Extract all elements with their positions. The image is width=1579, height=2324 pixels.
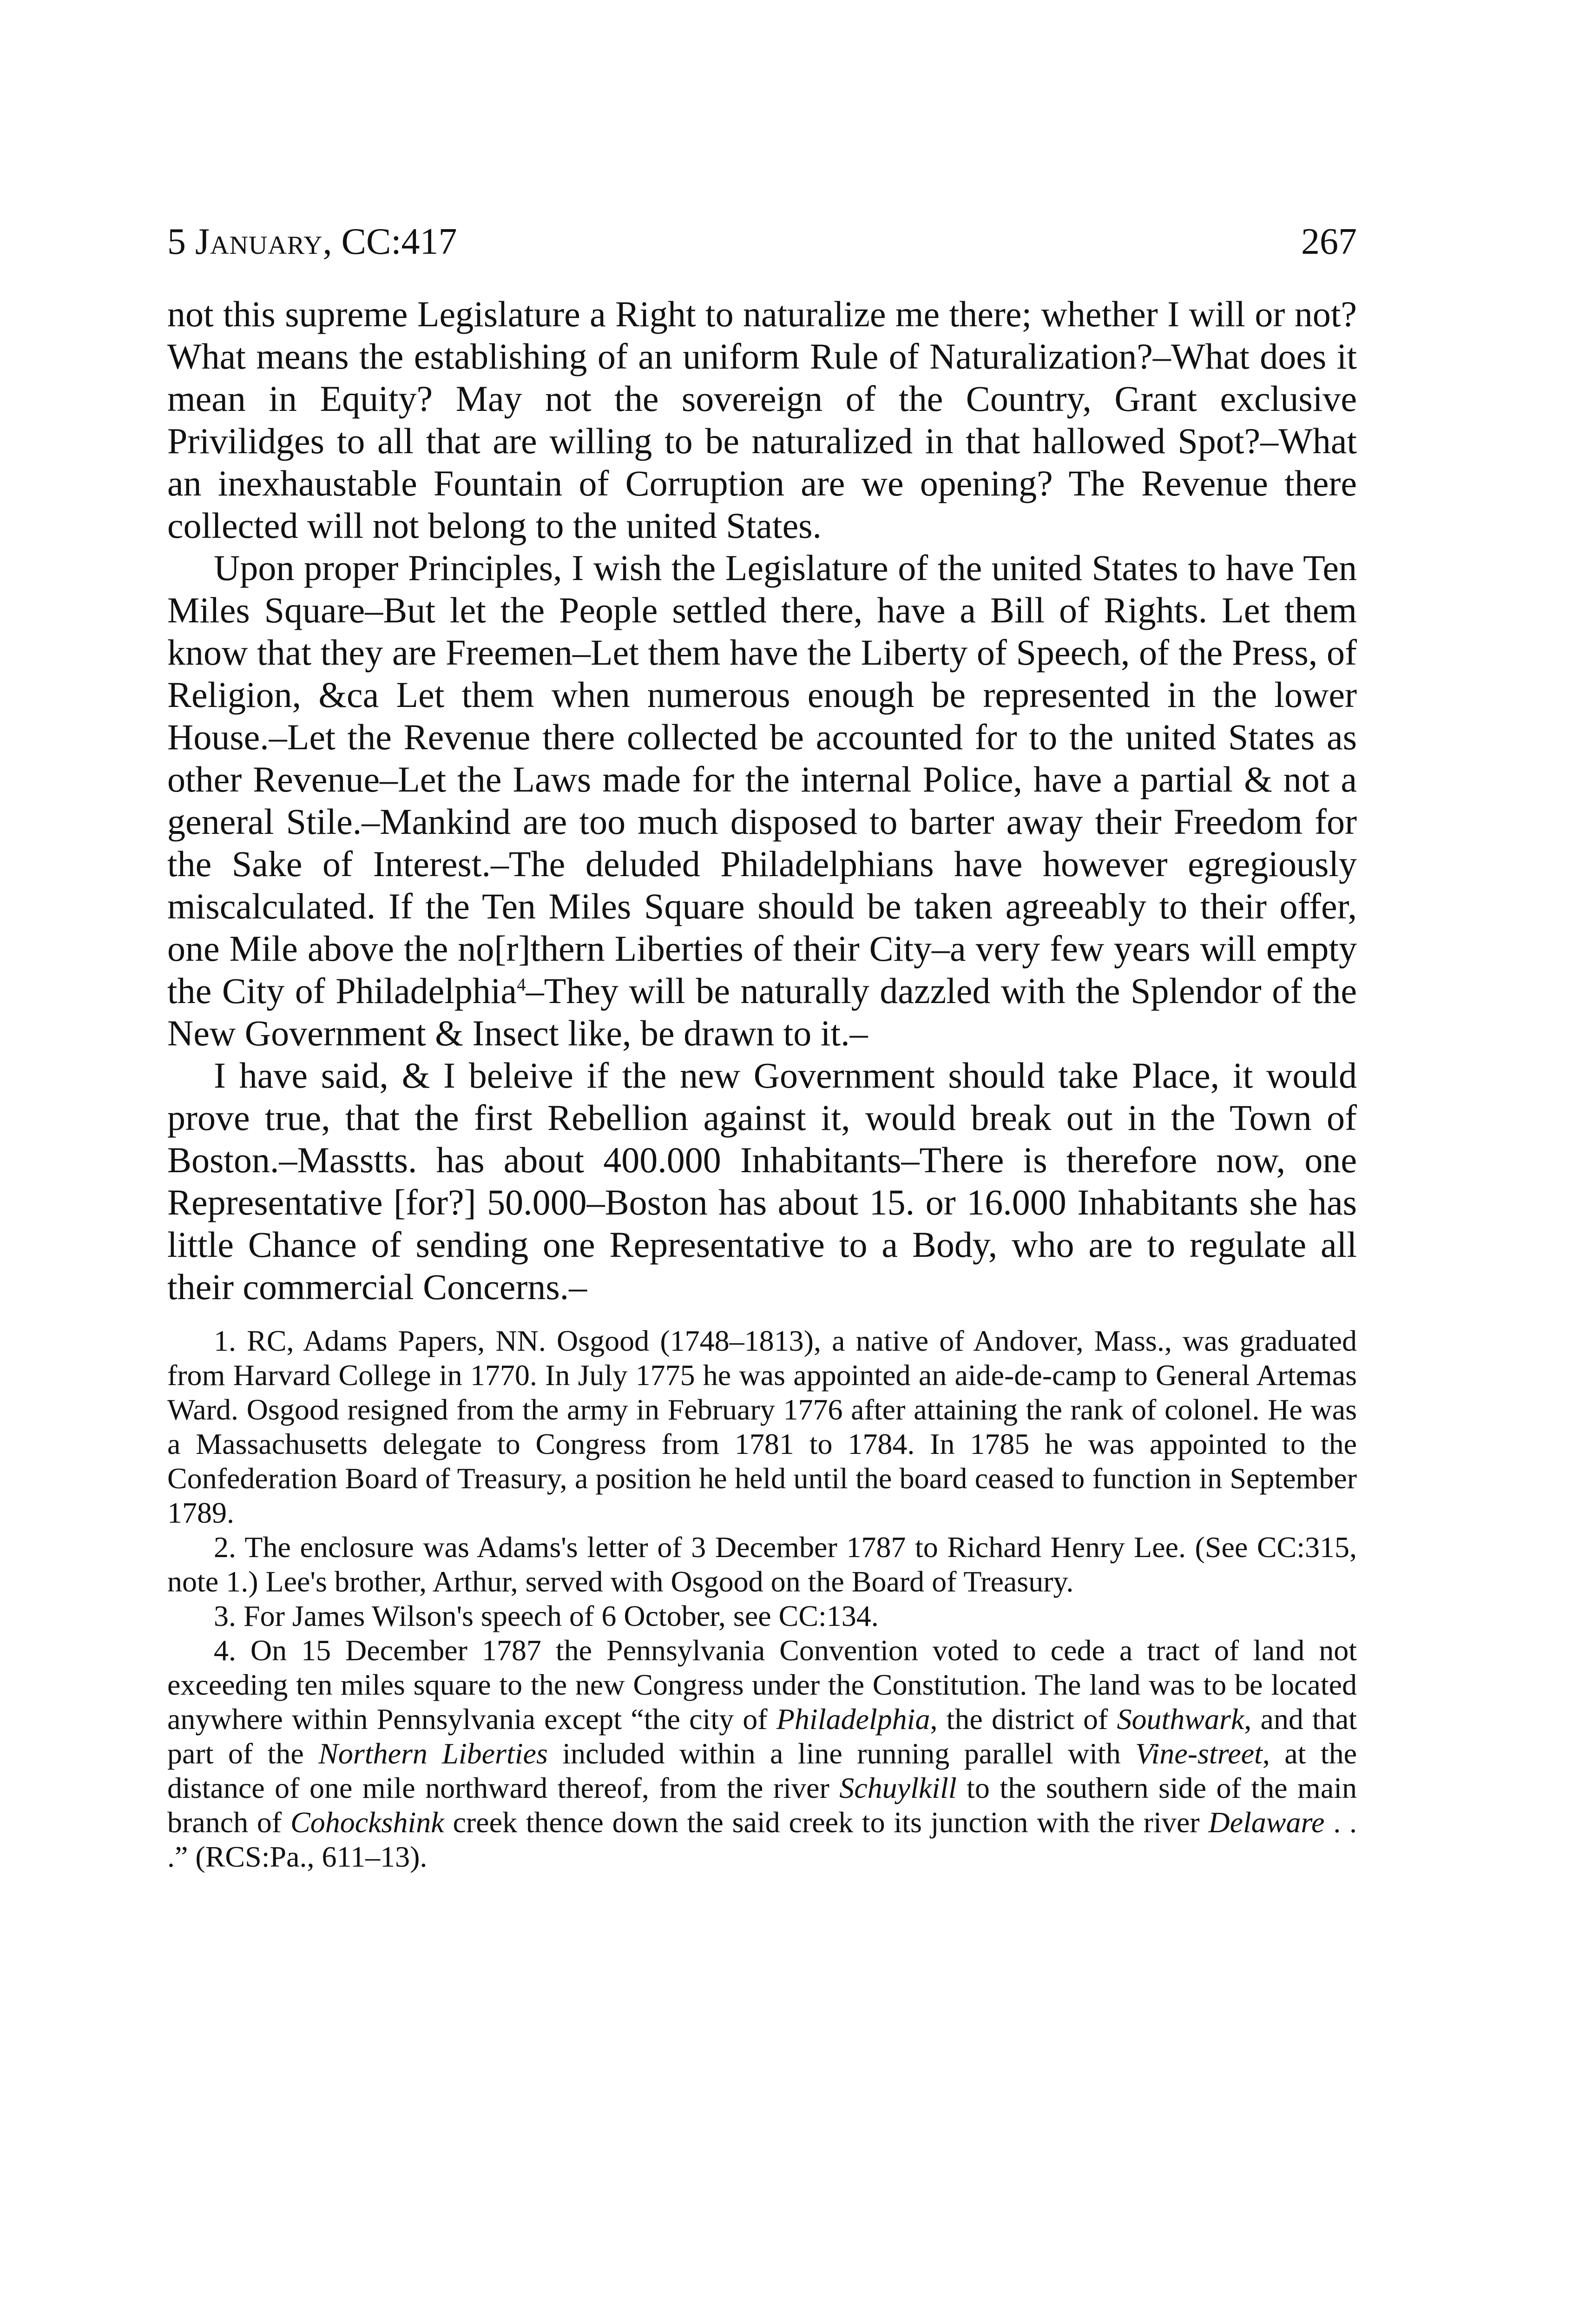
running-head [167, 218, 1357, 265]
footnote: 3. For James Wilson's speech of 6 October, see CC:134. [214, 1599, 879, 1632]
body-paragraph: I have said, & I beleive if the new Government should take Place, it would prove true, that the first Rebellion against it, would break out in the Town of Boston.–Masstts. has about 400.000 Inhabitants–There is therefore now, one Representative [for?] 50.000–Boston has about 15. or 16.000 Inhabitants she has little Chance of sending one Representative to a Body, who are to regulate all their commercial Concerns.– [167, 1055, 1357, 1307]
body-paragraph: Upon proper Principles, I wish the Legislature of the united States to have Ten Miles Square–But let the People settled there, have a Bill of Rights. Let them know that they are Freemen–Let them have the Liberty of Speech, of the Press, of Religion, &ca Let them when numerous enough be represented in the lower House.–Let the Revenue there collected be accounted for to the united States as other Revenue–Let the Laws made for the internal Police, have a partial & not a general Stile.–Mankind are too much disposed to barter away their Freedom for the Sake of Interest.–The deluded Philadelphians have however egregiously miscalculated. If the Ten Miles Square should be taken agreeably to their offer, one Mile above the no[r]thern Liberties of their City–a very few years will empty the City of Philadelphia$^4$–They will be naturally dazzled with the Splendor of the New Government & Insect like, be drawn to it.– [167, 548, 1357, 1053]
running-head-left: 5 January, CC:417 [167, 221, 457, 262]
body-paragraph: not this supreme Legislature a Right to naturalize me there; whether I will or not? What means the establishing of an uniform Rule of Naturalization?–What does it mean in Equity? May not the sovereign of the Country, Grant exclusive Privilidges to all that are willing to be naturalized in that hallowed Spot?–What an inexhaustable Fountain of Corruption are we opening? The Revenue there collected will not belong to the united States. [167, 294, 1357, 546]
footnotes [167, 1324, 1357, 1874]
footnote: 1. RC, Adams Papers, NN. Osgood (1748–1813), a native of Andover, Mass., was graduated from Harvard College in 1770. In July 1775 he was appointed an aide-de-camp to General Artemas Ward. Osgood resigned from the army in February 1776 after attaining the rank of colonel. He was a Massachusetts delegate to Congress from 1781 to 1784. In 1785 he was appointed to the Confederation Board of Treasury, a position he held until the board ceased to function in September 1789. [167, 1324, 1357, 1529]
running-head-month: January [195, 221, 323, 262]
page-number: 267 [1301, 221, 1357, 262]
footnote: 4. On 15 December 1787 the Pennsylvania Convention voted to cede a tract of land not exceeding ten miles square to the new Congress under the Constitution. The land was to be located anywhere within Pennsylvania except “the city of Philadelphia, the district of Southwark, and that part of the Northern Liberties included within a line running parallel with Vine-street, at the distance of one mile northward thereof, from the river Schuylkill to the southern side of the main branch of Cohockshink creek thence down the said creek to its junction with the river Delaware . . .” (RCS:Pa., 611–13). [167, 1634, 1357, 1873]
document-page [167, 218, 1357, 1874]
letter-body [167, 293, 1357, 1308]
footnote: 2. The enclosure was Adams's letter of 3 December 1787 to Richard Henry Lee. (See CC:315, note 1.) Lee's brother, Arthur, served with Osgood on the Board of Treasury. [167, 1531, 1357, 1598]
footnote-ref: 4 [517, 975, 526, 995]
